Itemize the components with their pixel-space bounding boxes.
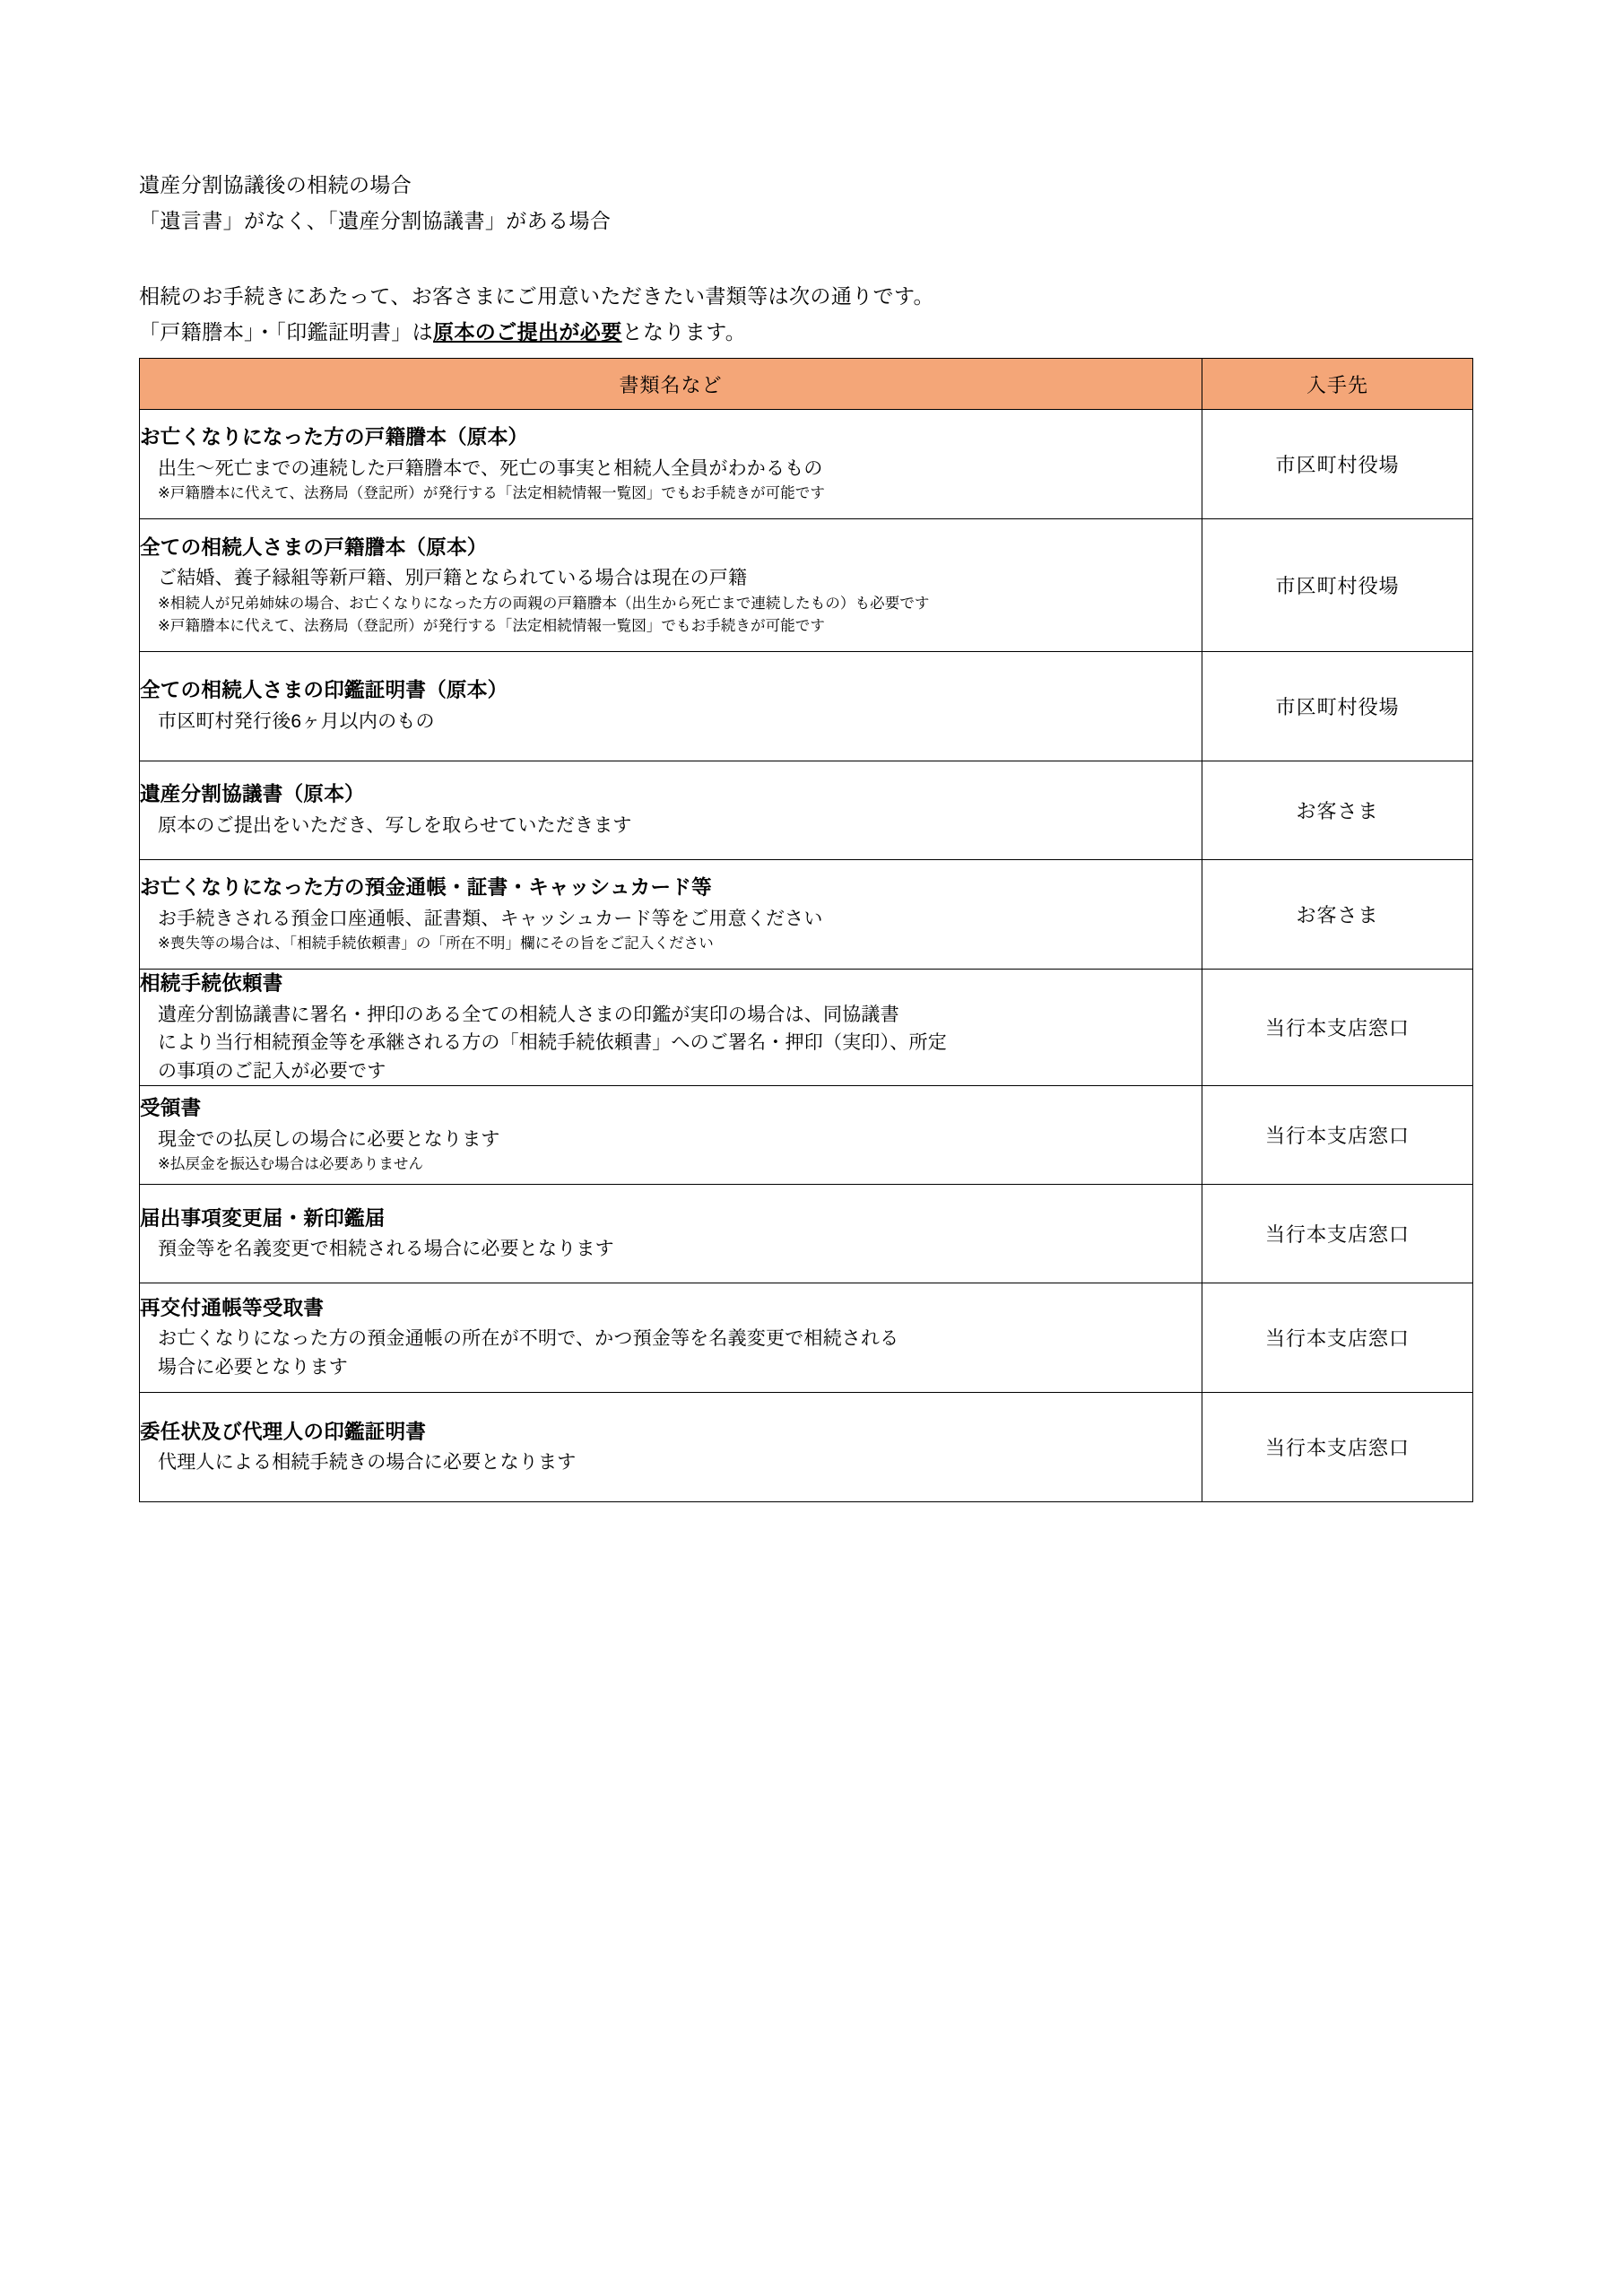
document-name-cell — [140, 1185, 1202, 1283]
document-source-cell: 市区町村役場 — [1202, 519, 1473, 652]
document-name-cell — [140, 519, 1202, 652]
document-note: ※戸籍謄本に代えて、法務局（登記所）が発行する「法定相続情報一覧図」でもお手続きが可能です — [158, 485, 825, 502]
document-source-cell: 当行本支店窓口 — [1202, 1185, 1473, 1283]
intro-line-2 — [139, 322, 1484, 343]
document-name-cell — [140, 1086, 1202, 1185]
document-description: 遺産分割協議書に署名・押印のある全ての相続人さまの印鑑が実印の場合は、同協議書 — [158, 1004, 899, 1025]
document-source-cell: 当行本支店窓口 — [1202, 970, 1473, 1086]
document-description: 原本のご提出をいただき、写しを取らせていただきます — [158, 815, 632, 837]
document-name-cell — [140, 410, 1202, 519]
document-title: 受領書 — [140, 1097, 202, 1120]
document-source-cell: 当行本支店窓口 — [1202, 1086, 1473, 1185]
document-description: お手続きされる預金口座通帳、証書類、キャッシュカード等をご用意ください — [158, 908, 823, 929]
document-description: 代理人による相続手続きの場合に必要となります — [158, 1452, 577, 1474]
document-description: の事項のご記入が必要です — [158, 1060, 386, 1082]
document-name-cell — [140, 761, 1202, 860]
document-name-cell — [140, 970, 1202, 1086]
table-row — [140, 1393, 1473, 1502]
document-source-cell: 当行本支店窓口 — [1202, 1283, 1473, 1393]
table-header-document-name: 書類名など — [140, 359, 1202, 410]
document-title: お亡くなりになった方の戸籍謄本（原本） — [140, 426, 529, 449]
table-row — [140, 652, 1473, 761]
heading-line-2: 「遺言書」がなく、「遺産分割協議書」がある場合 — [139, 209, 612, 232]
document-description: 現金での払戻しの場合に必要となります — [158, 1128, 500, 1150]
document-note: ※払戻金を振込む場合は必要ありません — [158, 1156, 424, 1173]
table-row — [140, 1086, 1473, 1185]
table-row — [140, 519, 1473, 652]
document-source-cell: 市区町村役場 — [1202, 652, 1473, 761]
document-name-cell — [140, 1393, 1202, 1502]
document-title: 相続手続依頼書 — [140, 972, 283, 995]
document-content — [139, 175, 1484, 1502]
document-title: 遺産分割協議書（原本） — [140, 783, 365, 806]
document-source-cell: 市区町村役場 — [1202, 410, 1473, 519]
intro-prefix: 「戸籍謄本」・「印鑑証明書」は — [139, 320, 433, 344]
table-header-row — [140, 359, 1473, 410]
document-source-cell: 当行本支店窓口 — [1202, 1393, 1473, 1502]
document-description: ご結婚、養子縁組等新戸籍、別戸籍となられている場合は現在の戸籍 — [158, 568, 748, 589]
table-row — [140, 860, 1473, 970]
document-source-cell: お客さま — [1202, 860, 1473, 970]
document-name-cell — [140, 652, 1202, 761]
document-note: ※喪失等の場合は、「相続手続依頼書」の「所在不明」欄にその旨をご記入ください — [158, 935, 714, 952]
document-source-cell: お客さま — [1202, 761, 1473, 860]
table-row — [140, 761, 1473, 860]
document-title: 再交付通帳等受取書 — [140, 1296, 325, 1319]
intro-emphasis: 原本のご提出が必要 — [433, 320, 622, 344]
intro-suffix: となります。 — [621, 320, 747, 344]
table-body — [140, 410, 1473, 1502]
document-name-cell — [140, 1283, 1202, 1393]
document-name-cell — [140, 860, 1202, 970]
document-description: 出生～死亡までの連続した戸籍謄本で、死亡の事実と相続人全員がわかるもの — [158, 457, 823, 479]
required-documents-table — [139, 358, 1473, 1502]
document-title: 全ての相続人さまの戸籍謄本（原本） — [140, 535, 488, 559]
document-description: 預金等を名義変更で相続される場合に必要となります — [158, 1239, 614, 1260]
document-note: ※相続人が兄弟姉妹の場合、お亡くなりになった方の両親の戸籍謄本（出生から死亡まで連続したもの）も必要です — [158, 595, 930, 612]
document-description: 場合に必要となります — [158, 1356, 348, 1378]
table-row — [140, 1283, 1473, 1393]
document-description: お亡くなりになった方の預金通帳の所在が不明で、かつ預金等を名義変更で相続される — [158, 1328, 899, 1350]
heading-line-1: 遺産分割協議後の相続の場合 — [139, 173, 412, 196]
table-row — [140, 1185, 1473, 1283]
table-row — [140, 410, 1473, 519]
document-title: お亡くなりになった方の預金通帳・証書・キャッシュカード等 — [140, 876, 712, 900]
document-description: 市区町村発行後6ヶ月以内のもの — [158, 711, 435, 733]
table-header-source: 入手先 — [1202, 359, 1473, 410]
document-note: ※戸籍謄本に代えて、法務局（登記所）が発行する「法定相続情報一覧図」でもお手続きが可能です — [158, 617, 825, 634]
document-title: 全ての相続人さまの印鑑証明書（原本） — [140, 679, 508, 702]
table-row — [140, 970, 1473, 1086]
heading-spacer — [139, 247, 1484, 286]
document-description: により当行相続預金等を承継される方の「相続手続依頼書」へのご署名・押印（実印）、所定 — [158, 1032, 947, 1054]
document-title: 委任状及び代理人の印鑑証明書 — [140, 1420, 427, 1443]
intro-line-1: 相続のお手続きにあたって、お客さまにご用意いただきたい書類等は次の通りです。 — [139, 284, 934, 308]
document-title: 届出事項変更届・新印鑑届 — [140, 1206, 386, 1230]
